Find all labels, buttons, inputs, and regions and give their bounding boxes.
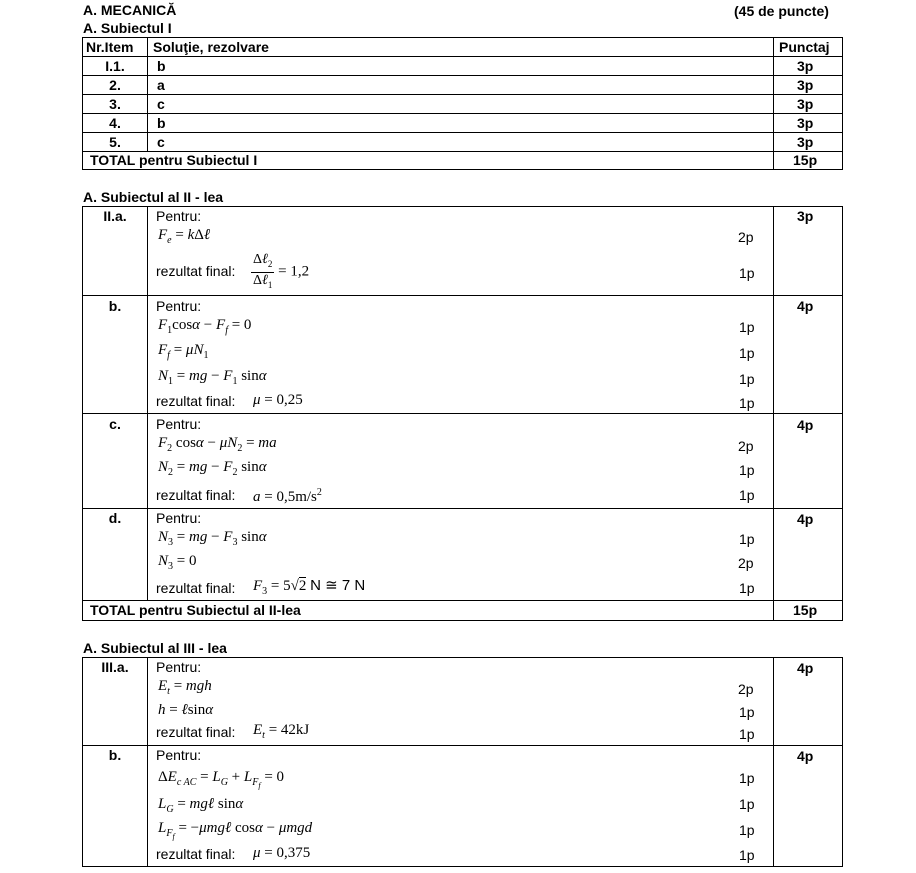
formula: $N_2$ = mg − $F_2$ sinα bbox=[158, 459, 267, 478]
partial-points: 1p bbox=[739, 726, 755, 742]
result-value: = 1,2 bbox=[278, 263, 310, 280]
result-label: rezultat final: bbox=[156, 393, 236, 409]
partial-points: 1p bbox=[739, 531, 755, 547]
result-label: rezultat final: bbox=[156, 846, 236, 862]
partial-points: 1p bbox=[739, 345, 755, 361]
points: 4p bbox=[797, 298, 814, 314]
formula: $F_1\cos\alpha - F_f = 0$ bbox=[158, 317, 252, 336]
answer: a bbox=[157, 77, 165, 93]
total-label: TOTAL pentru Subiectul al II-lea bbox=[90, 602, 301, 618]
total-points: (45 de puncte) bbox=[734, 3, 829, 19]
col-item-header: Nr.Item bbox=[86, 39, 134, 55]
points: 3p bbox=[797, 58, 814, 74]
partial-points: 1p bbox=[739, 770, 755, 786]
points: 3p bbox=[797, 208, 814, 224]
section-title: A. MECANICĂ bbox=[83, 2, 177, 18]
result-formula: $E_t = 42kJ$ bbox=[253, 722, 310, 741]
result-unit: N ≅ 7 N bbox=[310, 577, 366, 594]
result-formula: $a = 0,5m/s^2$ bbox=[253, 487, 322, 505]
points: 4p bbox=[797, 748, 814, 764]
answer: c bbox=[157, 134, 165, 150]
result-formula: μ = 0,375 bbox=[253, 845, 311, 861]
result-value: = 0,5m/s bbox=[264, 489, 317, 505]
result-label: rezultat final: bbox=[156, 487, 236, 503]
formula: $F_f = \mu N_1$ bbox=[158, 342, 209, 361]
points: 3p bbox=[797, 134, 814, 150]
pentru-label: Pentru: bbox=[156, 747, 202, 763]
partial-points: 1p bbox=[739, 847, 755, 863]
partial-points: 1p bbox=[739, 371, 755, 387]
radicand: 2 bbox=[298, 578, 307, 594]
partial-points: 1p bbox=[739, 580, 755, 596]
result-value: = 5 bbox=[270, 578, 291, 594]
item-label: 2. bbox=[109, 77, 121, 93]
partial-points: 1p bbox=[739, 462, 755, 478]
subject2-title: A. Subiectul al II - lea bbox=[83, 189, 224, 205]
item-label: 5. bbox=[109, 134, 121, 150]
partial-points: 1p bbox=[739, 822, 755, 838]
pentru-label: Pentru: bbox=[156, 208, 202, 224]
formula: $E_t$ = mgh bbox=[158, 678, 212, 697]
subject3-title: A. Subiectul al III - lea bbox=[83, 640, 227, 656]
item-label: 3. bbox=[109, 96, 121, 112]
item-label: I.1. bbox=[105, 58, 125, 74]
result-value: = 42kJ bbox=[268, 722, 310, 738]
points: 4p bbox=[797, 660, 814, 676]
result-formula: $\frac{\Delta\ell_2}{\Delta\ell_1}$ = 1,2 bbox=[253, 252, 310, 290]
col-points-header: Punctaj bbox=[779, 39, 830, 55]
formula: $F_e$ = kΔℓ bbox=[158, 227, 211, 246]
partial-points: 1p bbox=[739, 487, 755, 503]
total-label: TOTAL pentru Subiectul I bbox=[90, 152, 258, 168]
result-formula: μ = 0,25 bbox=[253, 392, 303, 408]
formula: $N_3 = 0$ bbox=[158, 553, 197, 572]
col-solution-header: Soluţie, rezolvare bbox=[153, 39, 269, 55]
pentru-label: Pentru: bbox=[156, 298, 202, 314]
result-value: = 0,375 bbox=[264, 845, 311, 861]
formula: h = ℓsinα bbox=[158, 702, 214, 718]
result-value: = 0,25 bbox=[264, 392, 303, 408]
answer: b bbox=[157, 58, 166, 74]
answer: b bbox=[157, 115, 166, 131]
result-label: rezultat final: bbox=[156, 580, 236, 596]
item-label: 4. bbox=[109, 115, 121, 131]
result-label: rezultat final: bbox=[156, 263, 236, 279]
points: 3p bbox=[797, 115, 814, 131]
partial-points: 1p bbox=[739, 796, 755, 812]
partial-points: 1p bbox=[739, 265, 755, 281]
partial-points: 2p bbox=[738, 229, 754, 245]
subject1-title: A. Subiectul I bbox=[83, 20, 172, 36]
total-points: 15p bbox=[793, 602, 818, 618]
total-points: 15p bbox=[793, 152, 818, 168]
points: 4p bbox=[797, 417, 814, 433]
partial-points: 1p bbox=[739, 319, 755, 335]
points: 4p bbox=[797, 511, 814, 527]
item-label: II.a. bbox=[103, 208, 127, 224]
exponent: 2 bbox=[316, 487, 322, 498]
result-formula: $F_3 = 5√2$ N ≅ 7 N bbox=[253, 577, 366, 597]
item-label: b. bbox=[108, 298, 122, 314]
formula: $F_2$ $\cos\alpha - \mu N_2$ = ma bbox=[158, 435, 277, 454]
formula: $L_G$ = mgℓ sinα bbox=[158, 796, 244, 815]
partial-points: 2p bbox=[738, 555, 754, 571]
item-label: c. bbox=[109, 416, 121, 432]
formula: $\Delta E_{c AC} = L_G + L_{F_f} = 0$ bbox=[158, 769, 285, 790]
item-label: b. bbox=[108, 747, 122, 763]
partial-points: 2p bbox=[738, 438, 754, 454]
points: 3p bbox=[797, 77, 814, 93]
item-label: III.a. bbox=[101, 659, 129, 675]
formula: $L_{F_f}$ = −μmgℓ cosα − μmgd bbox=[158, 820, 313, 841]
partial-points: 2p bbox=[738, 681, 754, 697]
result-label: rezultat final: bbox=[156, 724, 236, 740]
pentru-label: Pentru: bbox=[156, 659, 202, 675]
partial-points: 1p bbox=[739, 395, 755, 411]
answer: c bbox=[157, 96, 165, 112]
points: 3p bbox=[797, 96, 814, 112]
formula: $N_3$ = mg − $F_3$ sinα bbox=[158, 529, 267, 548]
pentru-label: Pentru: bbox=[156, 416, 202, 432]
formula: $N_1$ = mg − $F_1$ sinα bbox=[158, 368, 267, 387]
pentru-label: Pentru: bbox=[156, 510, 202, 526]
item-label: d. bbox=[108, 510, 122, 526]
partial-points: 1p bbox=[739, 704, 755, 720]
